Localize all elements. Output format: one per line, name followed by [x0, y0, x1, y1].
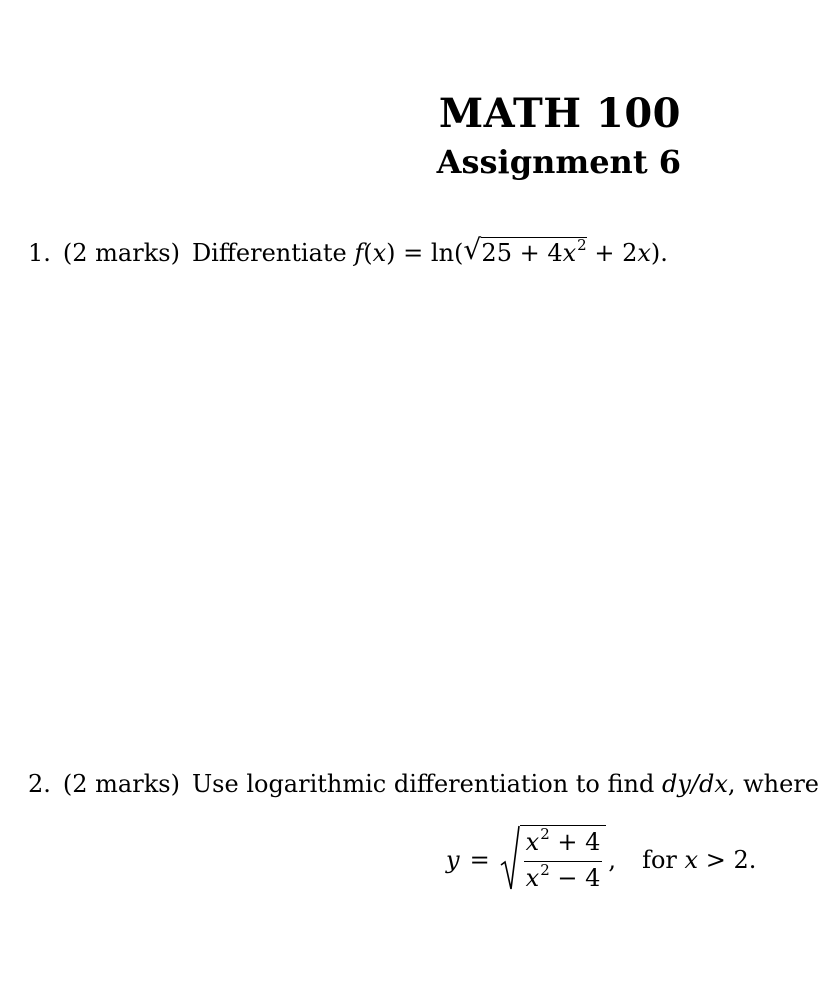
- fraction-numerator: $x^2 + 4$: [525, 825, 601, 856]
- radical-sign-icon: [500, 825, 520, 891]
- question-number: 2.: [28, 770, 51, 798]
- question-text: Differentiate: [191, 239, 347, 267]
- equation-lhs: y: [446, 846, 460, 874]
- title-block: [0, 88, 681, 184]
- square-root: [500, 825, 607, 895]
- course-title: MATH 100: [438, 90, 681, 137]
- condition: for x > 2.: [642, 846, 757, 874]
- derivative-notation: dy/dx: [661, 770, 728, 798]
- square-root: √ $25 + 4x^2$: [463, 237, 586, 270]
- question-number: 1.: [28, 239, 51, 267]
- question-2: [28, 768, 819, 800]
- fraction-denominator: $x^2 - 4$: [525, 861, 601, 892]
- function-expression: f(x) = ln( √ $25 + 4x^2 + 2x$).: [354, 239, 668, 267]
- display-equation: [446, 822, 756, 898]
- fraction: [524, 825, 603, 895]
- where-text: , where: [727, 770, 820, 798]
- question-text: Use logarithmic differentiation to find: [191, 770, 655, 798]
- equals-sign: =: [469, 846, 490, 874]
- question-1: [28, 233, 668, 270]
- comma: ,: [608, 846, 617, 874]
- question-marks: (2 marks): [62, 770, 180, 798]
- question-marks: (2 marks): [62, 239, 180, 267]
- assignment-title: Assignment 6: [436, 143, 681, 181]
- fraction-bar: [524, 861, 603, 862]
